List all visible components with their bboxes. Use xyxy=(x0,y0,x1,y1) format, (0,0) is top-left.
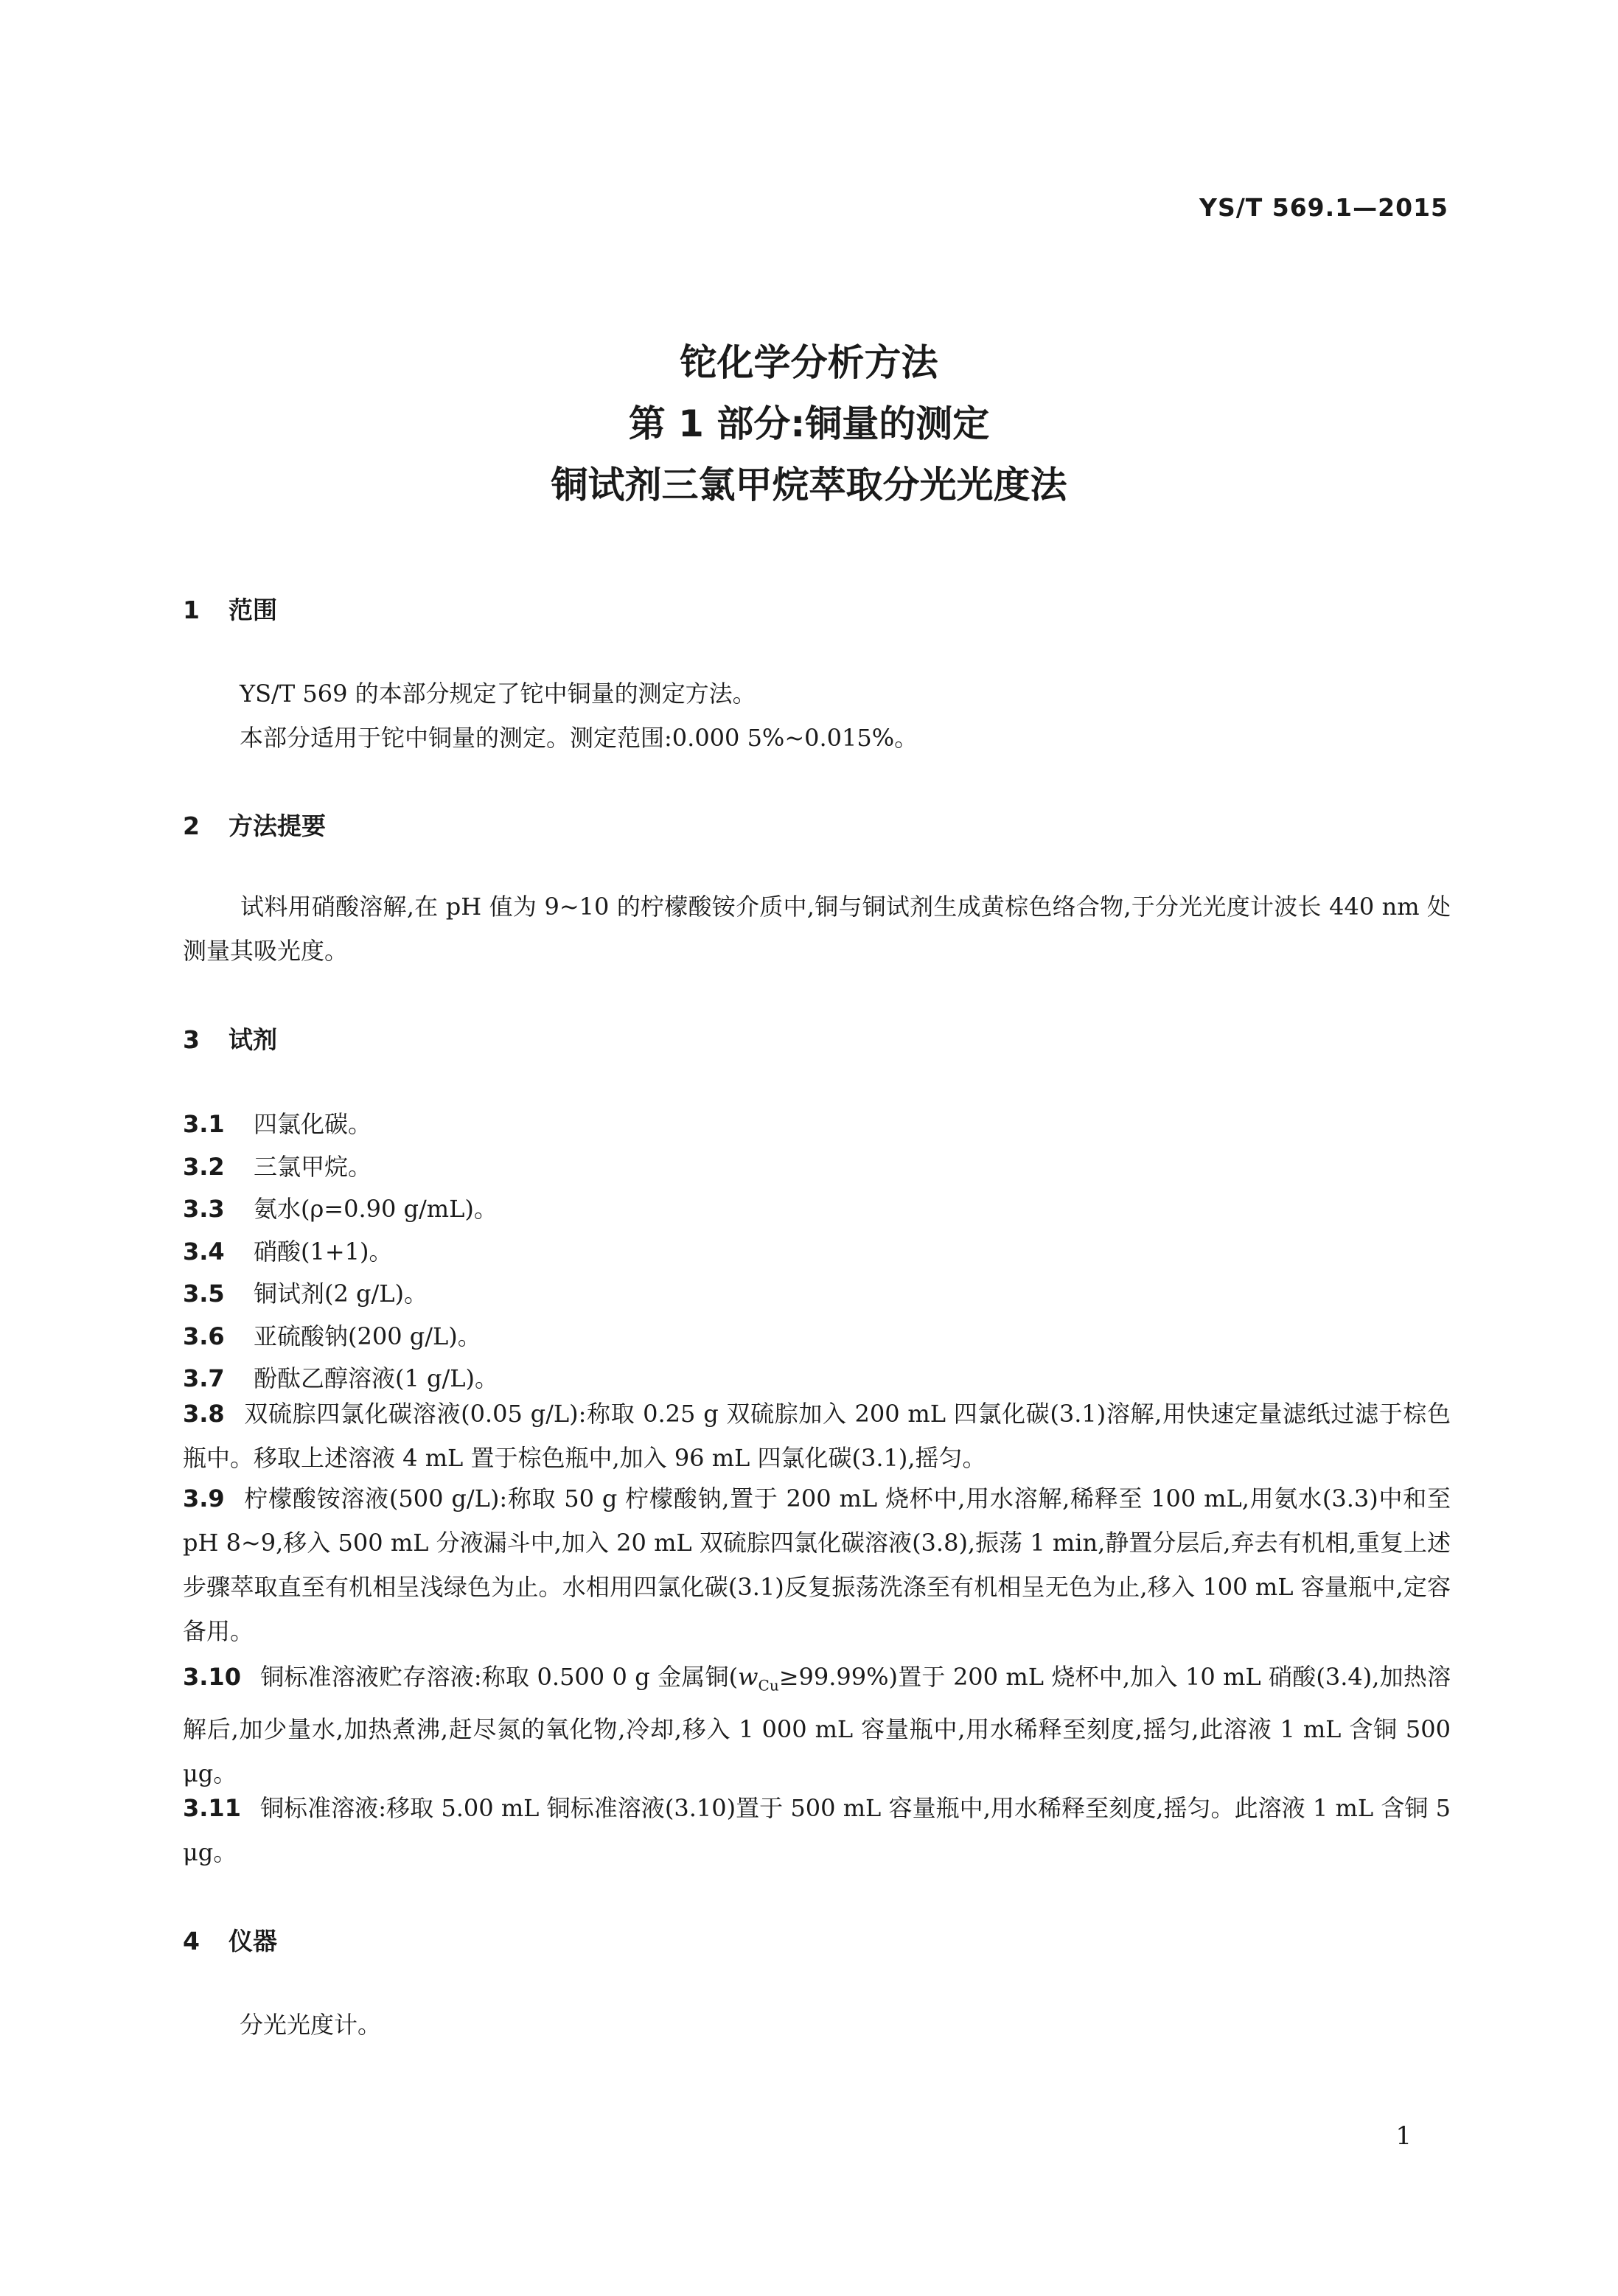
reagent-item xyxy=(183,1476,1451,1653)
item-number: 3.9 xyxy=(183,1484,225,1512)
mass-fraction-symbol: w xyxy=(738,1663,759,1691)
item-number: 3.5 xyxy=(183,1280,225,1308)
item-number: 3.6 xyxy=(183,1322,225,1350)
item-number: 3.8 xyxy=(183,1400,225,1428)
item-number: 3.2 xyxy=(183,1153,225,1181)
section-4-heading xyxy=(183,1922,277,1957)
item-text: 三氯甲烷。 xyxy=(254,1153,372,1181)
section-title: 范围 xyxy=(229,596,277,624)
item-number: 3.3 xyxy=(183,1195,225,1223)
reagent-item xyxy=(183,1360,498,1394)
page-number: 1 xyxy=(1395,2121,1412,2151)
section-3-heading xyxy=(183,1021,277,1055)
section-title: 试剂 xyxy=(229,1025,277,1054)
section-2-heading xyxy=(183,807,326,842)
item-text: 柠檬酸铵溶液(500 g/L):称取 50 g 柠檬酸钠,置于 200 mL 烧杯中,用水溶解,稀释至 100 mL,用氨水(3.3)中和至 pH 8~9,移入 500 mL 分液漏斗中,加入 20 mL 双硫腙四氯化碳溶液(3.8),振荡 1 min,静置分层后,弃去有机相,重复上述步骤萃取直至有机相呈浅绿色为止。水相用四氯化碳(3.1)反复振荡洗涤至有机相呈无色为止,移入 100 mL 容量瓶中,定容备用。 xyxy=(183,1484,1451,1645)
reagent-item xyxy=(183,1233,393,1267)
item-text: 亚硫酸钠(200 g/L)。 xyxy=(254,1322,481,1350)
item-number: 3.1 xyxy=(183,1110,225,1138)
reagent-item xyxy=(183,1786,1451,1874)
section-number: 4 xyxy=(183,1927,200,1955)
item-text: 铜试剂(2 g/L)。 xyxy=(254,1280,428,1308)
item-text: 铜标准溶液:移取 5.00 mL 铜标准溶液(3.10)置于 500 mL 容量瓶中,用水稀释至刻度,摇匀。此溶液 1 mL 含铜 5 μg。 xyxy=(183,1794,1451,1866)
document-title-line3: 铜试剂三氯甲烷萃取分光光度法 xyxy=(551,464,1067,506)
item-number: 3.4 xyxy=(183,1238,225,1266)
section-number: 3 xyxy=(183,1025,200,1054)
item-number: 3.10 xyxy=(183,1663,241,1691)
section-number: 2 xyxy=(183,812,200,840)
section-4-paragraph-1: 分光光度计。 xyxy=(240,2011,382,2039)
section-number: 1 xyxy=(183,596,200,624)
document-title-line2: 第 1 部分:铜量的测定 xyxy=(628,402,990,445)
item-text-before: 铜标准溶液贮存溶液:称取 0.500 0 g 金属铜( xyxy=(259,1663,739,1691)
item-text: 氨水(ρ=0.90 g/mL)。 xyxy=(254,1195,498,1223)
item-text: 四氯化碳。 xyxy=(254,1110,372,1138)
reagent-item xyxy=(183,1106,372,1140)
section-title: 方法提要 xyxy=(229,812,326,840)
standard-code: YS/T 569.1—2015 xyxy=(1199,193,1448,222)
reagent-item xyxy=(183,1655,1451,1796)
section-title: 仪器 xyxy=(229,1927,277,1955)
reagent-item xyxy=(183,1148,372,1182)
item-text: 双硫腙四氯化碳溶液(0.05 g/L):称取 0.25 g 双硫腙加入 200 mL 四氯化碳(3.1)溶解,用快速定量滤纸过滤于棕色瓶中。移取上述溶液 4 mL 置于棕色瓶中,加入 96 mL 四氯化碳(3.1),摇匀。 xyxy=(183,1400,1451,1472)
mass-fraction-subscript: Cu xyxy=(758,1676,779,1695)
reagent-item xyxy=(183,1190,498,1224)
item-number: 3.7 xyxy=(183,1364,225,1392)
reagent-item xyxy=(183,1318,481,1352)
item-number: 3.11 xyxy=(183,1794,241,1822)
section-1-heading xyxy=(183,591,277,626)
reagent-item xyxy=(183,1392,1451,1480)
section-1-paragraph-2: 本部分适用于铊中铜量的测定。测定范围:0.000 5%~0.015%。 xyxy=(240,724,918,752)
item-text: 硝酸(1+1)。 xyxy=(254,1238,393,1266)
item-text: 酚酞乙醇溶液(1 g/L)。 xyxy=(254,1364,499,1392)
section-2-paragraph-1: 试料用硝酸溶解,在 pH 值为 9~10 的柠檬酸铵介质中,铜与铜试剂生成黄棕色络合物,于分光光度计波长 440 nm 处测量其吸光度。 xyxy=(183,893,1451,965)
reagent-item xyxy=(183,1275,428,1309)
document-title-line1: 铊化学分析方法 xyxy=(680,341,938,384)
section-1-paragraph-1: YS/T 569 的本部分规定了铊中铜量的测定方法。 xyxy=(240,680,756,708)
item-text-after: ≥99.99%)置于 200 mL 烧杯中,加入 10 mL 硝酸(3.4),加热溶解后,加少量水,加热煮沸,赶尽氮的氧化物,冷却,移入 1 000 mL 容量瓶中,用水稀释至刻度,摇匀,此溶液 1 mL 含铜 500 μg。 xyxy=(183,1663,1451,1788)
